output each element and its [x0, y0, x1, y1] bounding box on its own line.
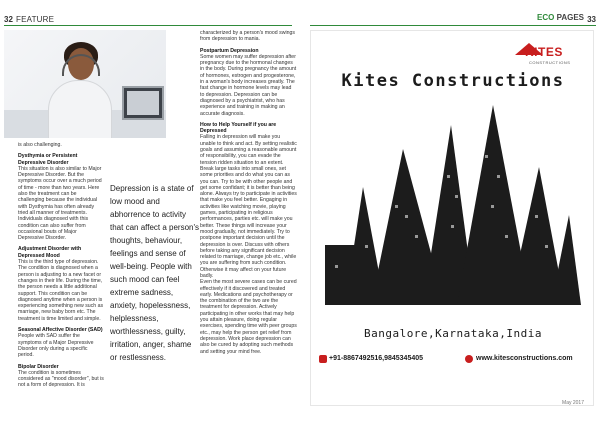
header-rule-right	[310, 25, 596, 26]
subheading: Dysthymia or Persistent Depressive Disorder	[18, 153, 78, 166]
subheading: Seasonal Affective Disorder (SAD)	[18, 327, 103, 334]
section-label: FEATURE	[16, 15, 55, 24]
ad-title: Kites Constructions	[341, 71, 565, 91]
page-number-left: 32	[4, 15, 13, 24]
monitor-icon	[122, 86, 164, 120]
logo-word: KITES	[525, 45, 563, 59]
footer-date: May 2017	[562, 400, 584, 406]
paragraph: Some women may suffer depression after pregnancy due to the hormonal changes in the body. During pregnancy the amount of hormones, estrogen and progesterone, in a woman's body increases greatly. The fast change in hormone levels may lead to depression. Depression can be diagnosed by a psychiatrist, who has experience and training in making an accurate diagnosis.	[200, 53, 297, 117]
paragraph: This is the third type of depression. The condition is diagnosed when a person is adjusting to a new facet or changes in their life. During the time, the person needs a little additional support. This condition can be diagnosed anytime when a person is experiencing something new such as marriage, new baby born etc. The treatment is time limited and simple.	[18, 259, 104, 322]
paragraph: The condition is sometimes considered as "mood disorder", but is not a form of depression. It is	[18, 369, 104, 389]
kites-logo	[511, 43, 573, 71]
header-rule-left	[4, 25, 292, 26]
article-photo	[4, 30, 166, 138]
text-column-a	[18, 142, 104, 394]
ad-contact-bar	[319, 353, 587, 367]
logo-subtitle: CONSTRUCTIONS	[529, 60, 571, 65]
page-number-right: 33	[587, 15, 596, 24]
globe-icon	[465, 355, 473, 363]
subheading: Bipolar Disorder	[18, 363, 59, 370]
text-column-c	[200, 30, 297, 360]
paragraph: This situation is also similar to Major Depressive Disorder. But the symptoms occur over a much period of time - more than two years. Here also the treatment can be challenging because the individual with Dysthymia has often already tried all manner of treatments. Individuals diagnosed with this condition can also suffer from occasional bouts of Major Depressive Disorder.	[18, 165, 102, 242]
pull-quote: Depression is a state of low mood and abhorrence to activity that can affect a person's thoughts, behaviour, feelings and sense of well-being. People with such mood can feel extreme sadness, anxiety, hopelessness, helplessness, worthlessness, guilty, irritation, anger, shame or restlessness.	[110, 184, 199, 362]
paragraph: Falling in depression will make you unable to think and act. By setting realistic goals and assuming a reasonable amount of responsibility, you can evade the tension ridden situation to an extent. Break large tasks into small ones, set some priorities and do what you can as you can. Try to be with other people and get some confidant; it is better than being alone. Always try to participate in activities that make you feel better. Engaging in activities like watching movie, playing games, participating in religious performances, parties etc. will make you better. These things will increase your mood gradually, not immediately. Try to postpone important decision until the depression is over. Discuss with others before taking any significant decision related to marriage, change job etc., while you are suffering from such condition. Otherwise it may affect on your future badly.	[200, 134, 297, 279]
paragraph: People with SAD suffer the symptoms of a Major Depressive Disorder only during a specific period.	[18, 333, 94, 359]
phone-icon	[319, 355, 327, 363]
eco-logo-part2: PAGES	[556, 13, 584, 22]
skyline-illustration	[325, 95, 581, 305]
paragraph: characterized by a person's mood swings from depression to mania.	[200, 30, 295, 43]
paragraph: Even the most severe cases can be cured effectively if it discovered and treated early. Medications and psychotherapy or the combination of the two are the treatment for depression. Actively participating in other works that may help you attain pleasure, doing regular exercises, spending time with peer groups etc., may help the person get relief from depression. Work place depression can also be cured by adopting such methods and setting your mind free.	[200, 279, 297, 355]
paragraph: is also challenging.	[18, 142, 62, 148]
eco-logo-part1: ECO	[537, 13, 555, 22]
subheading: Adjustment Disorder with Depressed Mood	[18, 246, 82, 259]
subheading: Postpartum Depression	[200, 47, 259, 54]
eco-pages-logo	[537, 13, 584, 22]
ad-phone: +91-8867492516,9845345405	[329, 355, 424, 362]
kites-advertisement	[310, 30, 594, 406]
person-body	[48, 80, 112, 138]
subheading: How to Help Yourself if you are Depressed	[200, 121, 277, 135]
ad-location: Bangalore,Karnataka,India	[363, 327, 543, 340]
ad-website: www.kitesconstructions.com	[476, 355, 573, 362]
